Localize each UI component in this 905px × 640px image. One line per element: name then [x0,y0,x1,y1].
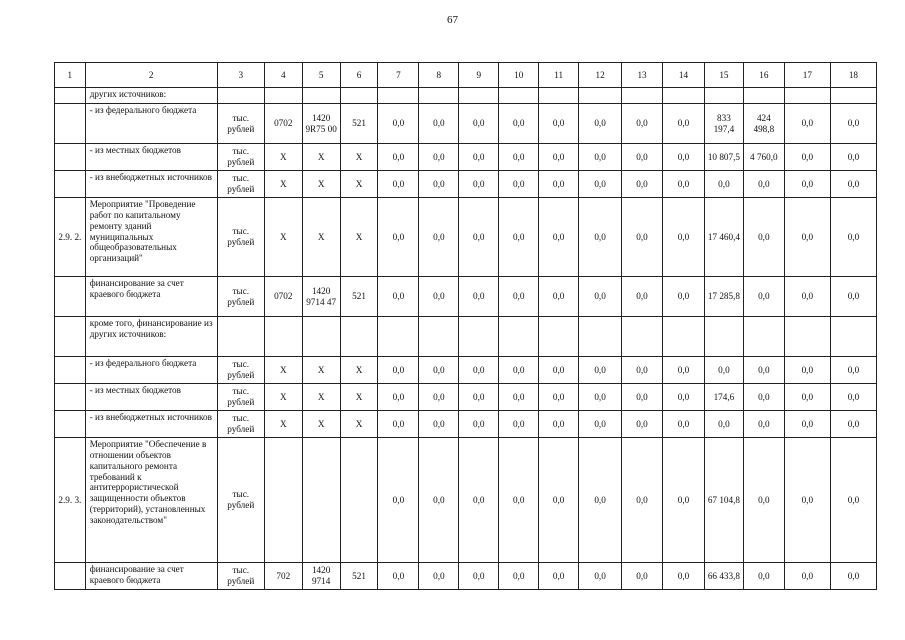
table-cell: 0,0 [539,384,579,411]
table-cell: 0,0 [830,411,876,438]
table-cell: 0,0 [743,357,784,384]
column-header: 14 [663,63,705,88]
table-cell: 0702 [264,277,302,317]
row-name-cell: - из федерального бюджета [85,104,217,144]
table-cell: 0,0 [830,277,876,317]
table-cell [499,317,539,357]
table-cell: 0,0 [539,144,579,171]
table-row [55,144,877,171]
row-name-cell: Мероприятие "Обеспечение в отношении объектов капитального ремонта требований к антитеррористической защищенности объектов (территорий), установленных законодательством" [85,438,217,563]
table-cell: 0,0 [743,563,784,590]
table-cell: 0,0 [539,171,579,198]
table-cell [704,317,743,357]
table-cell: тыс. рублей [217,171,264,198]
table-cell: 0,0 [830,438,876,563]
table-cell: 0,0 [704,171,743,198]
budget-table [54,62,877,590]
table-cell [622,88,663,104]
row-name-cell: кроме того, финансирование из других источников: [85,317,217,357]
table-cell: 0,0 [499,198,539,277]
table-cell: Х [340,411,378,438]
table-cell: 0,0 [663,563,705,590]
table-cell: 0,0 [784,411,830,438]
table-cell: 0,0 [419,277,459,317]
table-cell: 17 460,4 [704,198,743,277]
table-cell: Х [264,171,302,198]
table-cell: 67 104,8 [704,438,743,563]
table-cell [340,88,378,104]
row-name-cell: - из местных бюджетов [85,144,217,171]
table-cell: 0,0 [743,171,784,198]
table-cell: 0,0 [579,277,622,317]
table-row [55,563,877,590]
table-cell [264,88,302,104]
table-cell: 0,0 [378,411,419,438]
table-cell: 0,0 [784,171,830,198]
table-cell: 1420 9714 47 [302,277,340,317]
row-number-cell [55,563,86,590]
table-cell: Х [264,411,302,438]
table-row [55,317,877,357]
table-row [55,277,877,317]
table-cell: Х [302,198,340,277]
table-cell: 0,0 [784,438,830,563]
table-cell: 0,0 [830,104,876,144]
row-number-cell [55,171,86,198]
table-cell [539,317,579,357]
table-cell: 0,0 [663,384,705,411]
table-cell: 0,0 [499,357,539,384]
table-cell: 0,0 [459,357,499,384]
row-name-cell: - из внебюджетных источников [85,171,217,198]
table-cell: 0,0 [830,198,876,277]
table-cell: 0,0 [419,384,459,411]
table-cell [622,317,663,357]
table-cell: 0,0 [378,438,419,563]
table-cell: 0,0 [663,198,705,277]
table-cell: 0,0 [419,198,459,277]
table-cell: 0,0 [459,144,499,171]
table-cell: 0,0 [622,411,663,438]
table-row [55,198,877,277]
table-cell [419,317,459,357]
table-cell: 0,0 [459,563,499,590]
table-cell: Х [264,144,302,171]
row-number-cell [55,317,86,357]
table-cell: 833 197,4 [704,104,743,144]
table-cell: 0,0 [539,411,579,438]
table-cell: 0,0 [784,384,830,411]
table-cell [784,88,830,104]
table-cell: 0,0 [378,104,419,144]
table-cell: 0,0 [663,277,705,317]
table-cell: 0,0 [579,411,622,438]
table-cell [217,317,264,357]
table-cell: 0,0 [663,411,705,438]
table-cell: 0,0 [830,144,876,171]
column-header: 12 [579,63,622,88]
table-cell: 0,0 [378,357,419,384]
table-cell: 17 285,8 [704,277,743,317]
table-cell: 0,0 [378,563,419,590]
table-cell: 0,0 [579,357,622,384]
table-cell: 0,0 [622,438,663,563]
table-cell: 521 [340,104,378,144]
table-cell: 0,0 [539,104,579,144]
table-cell: Х [264,384,302,411]
table-cell: 0,0 [622,104,663,144]
table-cell: 0,0 [743,411,784,438]
column-header: 10 [499,63,539,88]
table-cell: 1420 9714 [302,563,340,590]
row-number-cell [55,88,86,104]
table-cell [217,88,264,104]
table-cell: Х [264,357,302,384]
table-cell: 0,0 [784,104,830,144]
table-cell: 0,0 [784,198,830,277]
table-cell: 0,0 [830,563,876,590]
table-cell: 0,0 [378,384,419,411]
table-cell: 0,0 [419,563,459,590]
table-cell [419,88,459,104]
table-cell [302,438,340,563]
table-row [55,88,877,104]
table-cell: 0,0 [499,171,539,198]
table-cell: Х [302,357,340,384]
table-cell [378,317,419,357]
table-cell: 0,0 [622,277,663,317]
row-number-cell [55,277,86,317]
table-cell [539,88,579,104]
table-cell: 0,0 [622,144,663,171]
row-name-cell: финансирование за счет краевого бюджета [85,563,217,590]
table-cell [663,88,705,104]
table-cell: 0,0 [663,144,705,171]
table-row [55,411,877,438]
page-number: 67 [447,14,458,26]
table-cell: 0,0 [830,357,876,384]
table-cell: 0,0 [539,357,579,384]
table-cell: тыс. рублей [217,384,264,411]
table-row [55,104,877,144]
table-cell: 0,0 [743,384,784,411]
table-cell: 0,0 [419,357,459,384]
table-cell: Х [302,144,340,171]
table-cell: 66 433,8 [704,563,743,590]
row-name-cell: - из федерального бюджета [85,357,217,384]
table-cell [302,88,340,104]
table-cell: 0,0 [743,198,784,277]
table-cell [378,88,419,104]
table-cell: 0,0 [830,384,876,411]
table-row [55,357,877,384]
table-cell: 0,0 [784,144,830,171]
table-cell: 0702 [264,104,302,144]
row-name-cell: - из внебюджетных источников [85,411,217,438]
table-cell: 0,0 [622,384,663,411]
table-cell [743,88,784,104]
table-cell: 0,0 [419,171,459,198]
table-cell: Х [340,357,378,384]
table-row [55,438,877,563]
table-cell: тыс. рублей [217,104,264,144]
table-cell: 0,0 [459,104,499,144]
table-cell: 702 [264,563,302,590]
row-number-cell [55,384,86,411]
table-cell: 0,0 [539,198,579,277]
column-header: 1 [55,63,86,88]
table-cell: 0,0 [579,384,622,411]
table-cell: 0,0 [539,563,579,590]
table-cell: Х [340,198,378,277]
table-cell [340,317,378,357]
table-cell [579,317,622,357]
table-cell: 0,0 [419,411,459,438]
table-cell: Х [302,411,340,438]
table-cell: 521 [340,277,378,317]
table-cell: Х [264,198,302,277]
table-cell: 1420 9R75 00 [302,104,340,144]
table-cell: 0,0 [499,411,539,438]
table-cell: 0,0 [378,277,419,317]
table-cell [784,317,830,357]
table-cell: тыс. рублей [217,563,264,590]
row-name-cell: - из местных бюджетов [85,384,217,411]
table-cell [264,438,302,563]
table-cell: 0,0 [704,411,743,438]
table-cell: тыс. рублей [217,198,264,277]
table-row [55,171,877,198]
table-cell: 0,0 [579,171,622,198]
column-header: 5 [302,63,340,88]
row-number-cell: 2.9. 3. [55,438,86,563]
row-number-cell: 2.9. 2. [55,198,86,277]
table-cell: 10 807,5 [704,144,743,171]
table-cell [340,438,378,563]
table-row [55,384,877,411]
table-cell: 4 760,0 [743,144,784,171]
table-cell [302,317,340,357]
table-cell: 0,0 [704,357,743,384]
column-header: 15 [704,63,743,88]
table-cell: 0,0 [579,563,622,590]
row-name-cell: финансирование за счет краевого бюджета [85,277,217,317]
row-number-cell [55,104,86,144]
column-header: 4 [264,63,302,88]
table-cell: 0,0 [743,277,784,317]
column-header: 9 [459,63,499,88]
table-cell: 0,0 [784,277,830,317]
table-cell: 0,0 [459,438,499,563]
table-cell: 424 498,8 [743,104,784,144]
table-cell [499,88,539,104]
column-header: 17 [784,63,830,88]
table-cell: 0,0 [459,384,499,411]
table-cell: 0,0 [459,277,499,317]
row-name-cell: других источников: [85,88,217,104]
table-cell: 0,0 [579,438,622,563]
row-number-cell [55,411,86,438]
column-header: 3 [217,63,264,88]
table-cell: 0,0 [378,144,419,171]
table-cell: тыс. рублей [217,144,264,171]
table-cell: тыс. рублей [217,357,264,384]
table-cell: 0,0 [622,357,663,384]
column-header: 6 [340,63,378,88]
table-cell: тыс. рублей [217,277,264,317]
table-cell: 0,0 [579,144,622,171]
table-cell [830,88,876,104]
table-cell: 0,0 [419,144,459,171]
table-cell: 0,0 [830,171,876,198]
table-cell: 521 [340,563,378,590]
column-header: 7 [378,63,419,88]
table-cell: 0,0 [622,563,663,590]
table-cell: 0,0 [663,438,705,563]
table-cell: Х [340,171,378,198]
table-cell: 0,0 [622,198,663,277]
table-cell: 0,0 [499,104,539,144]
table-cell: 0,0 [459,198,499,277]
column-header: 16 [743,63,784,88]
table-cell [743,317,784,357]
table-cell: 0,0 [419,104,459,144]
table-cell [663,317,705,357]
table-cell: 0,0 [579,198,622,277]
column-header: 2 [85,63,217,88]
row-number-cell [55,144,86,171]
row-number-cell [55,357,86,384]
table-cell: 0,0 [499,563,539,590]
table-cell: 0,0 [499,277,539,317]
table-cell: 0,0 [499,438,539,563]
table-cell: 0,0 [539,438,579,563]
table-cell: 0,0 [459,171,499,198]
table-cell [459,88,499,104]
table-cell: 0,0 [499,384,539,411]
column-header: 8 [419,63,459,88]
table-cell [264,317,302,357]
table-cell [579,88,622,104]
column-header: 18 [830,63,876,88]
table-cell [459,317,499,357]
table-cell: 0,0 [499,144,539,171]
table-cell: Х [340,144,378,171]
table-cell: 0,0 [663,357,705,384]
table-cell: 0,0 [784,563,830,590]
table-cell: 0,0 [784,357,830,384]
column-header: 13 [622,63,663,88]
row-name-cell: Мероприятие "Проведение работ по капитальному ремонту зданий муниципальных общеобразовательных организаций" [85,198,217,277]
table-cell: 0,0 [459,411,499,438]
table-cell: тыс. рублей [217,438,264,563]
table-cell: Х [302,171,340,198]
table-cell: 0,0 [419,438,459,563]
header-row [55,63,877,88]
table-cell [704,88,743,104]
table-cell: тыс. рублей [217,411,264,438]
table-cell: Х [340,384,378,411]
table-cell: 0,0 [622,171,663,198]
table-cell [830,317,876,357]
table-cell: 0,0 [663,104,705,144]
column-header: 11 [539,63,579,88]
table-cell: 0,0 [579,104,622,144]
table-cell: 0,0 [663,171,705,198]
table-cell: 0,0 [378,198,419,277]
table-cell: 0,0 [539,277,579,317]
table-cell: 0,0 [378,171,419,198]
table-cell: Х [302,384,340,411]
table-cell: 0,0 [743,438,784,563]
table-cell: 174,6 [704,384,743,411]
